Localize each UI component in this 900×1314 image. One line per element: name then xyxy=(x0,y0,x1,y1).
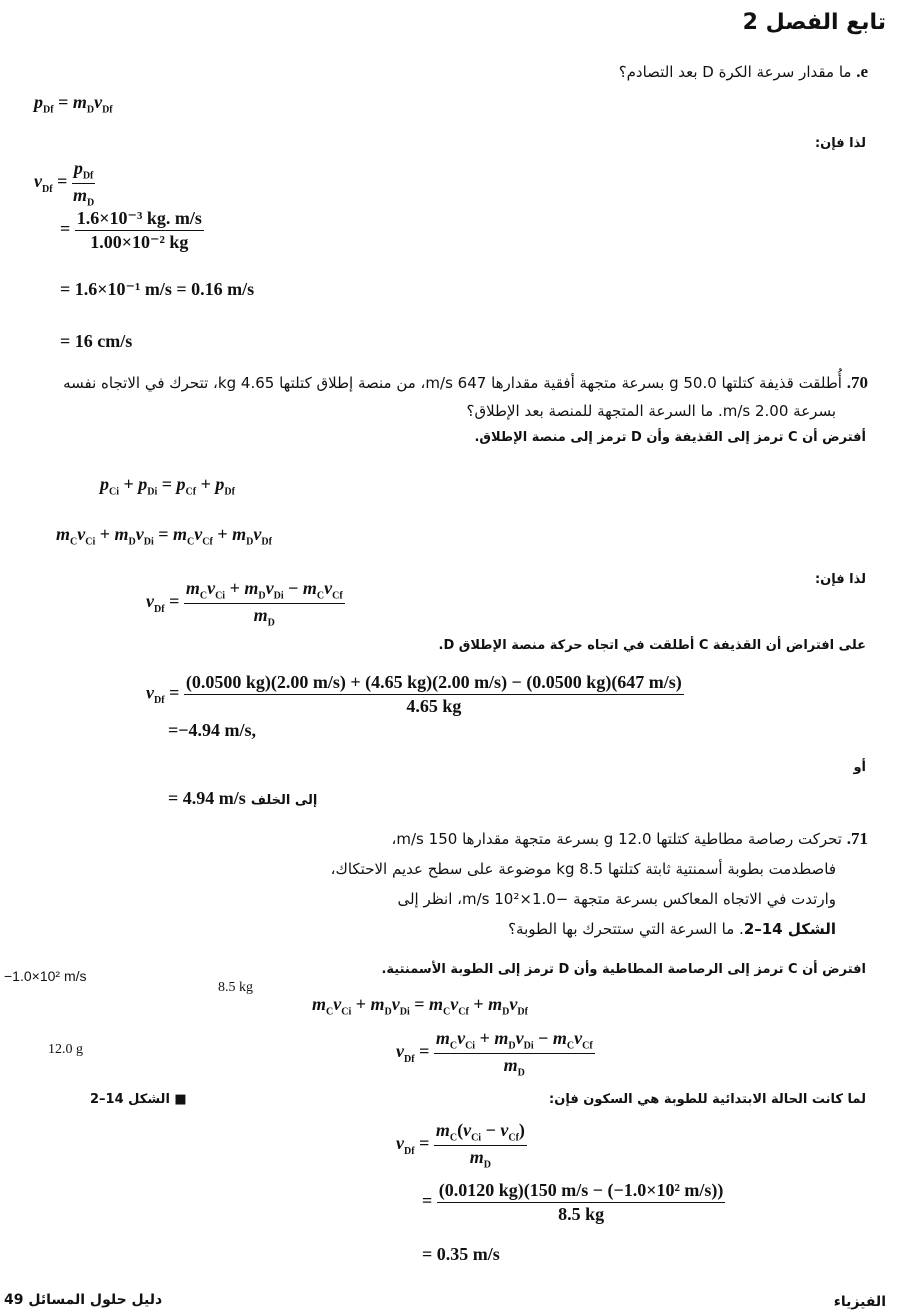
rest-label: لما كانت الحالة الابتدائية للطوبة هي السكون فإن: xyxy=(549,1092,866,1107)
problem-71-line2: فاصطدمت بطوبة أسمنتية ثابتة كتلتها 8.5 kg موضوعة على سطح عديم الاحتكاك، xyxy=(330,860,836,878)
eq-vdf-sub: = $\frac{\text{1.6×10⁻³ kg. m/s}}{\text{1.00×10⁻² kg}}$ xyxy=(60,208,202,252)
problem-71-line4 xyxy=(508,916,836,942)
figure-mass-bullet: 12.0 g xyxy=(48,1042,83,1057)
eq-p70-mv: $m_Cv_{Ci} + m_Dv_{Di} = m_Cv_{Cf} + m_Dv_{Df}$ xyxy=(56,524,272,548)
problem-71-line1 xyxy=(392,826,868,852)
backward-label: إلى الخلف xyxy=(250,793,318,808)
problem-70-text1: أُطلقت قذيفة كتلتها 50.0 g بسرعة متجهة أفقية مقدارها 647 m/s، من منصة إطلاق كتلتها 4.65 kg، تتحرك في الاتجاه نفسه xyxy=(63,374,842,392)
eq-vdf-result1: = 1.6×10⁻¹ m/s = 0.16 m/s xyxy=(60,279,255,299)
or-label: أو xyxy=(853,760,866,775)
eq-p71-mv: $m_Cv_{Ci} + m_Dv_{Di} = m_Cv_{Cf} + m_Dv_{Df}$ xyxy=(312,994,528,1018)
eq-p71-result: = 0.35 m/s xyxy=(422,1244,500,1264)
eq-p70-result1: =−4.94 m/s, xyxy=(168,720,257,740)
eq-p71-sub: = $\frac{\text{(0.0120 kg)(150 m/s − (−1.0×10² m/s))}}{8.5 kg}$ xyxy=(422,1180,724,1224)
problem-70-line2: بسرعة 2.00 m/s. ما السرعة المتجهة للمنصة بعد الإطلاق؟ xyxy=(466,402,836,420)
part-e-question xyxy=(619,62,868,82)
problem-71-assume: افترض أن C ترمز إلى الرصاصة المطاطية وأن D ترمز إلى الطوبة الأسمنتية. xyxy=(381,962,866,977)
eq-p70-momentum: $p_{Ci} + p_{Di} = p_{Cf} + p_{Df}$ xyxy=(100,474,235,498)
problem-70-line1 xyxy=(63,370,868,396)
part-e-question-text: ما مقدار سرعة الكرة D بعد التصادم؟ xyxy=(618,63,852,81)
part-e-letter: e. xyxy=(856,62,868,81)
big-denominator: 4.65 kg xyxy=(406,696,462,716)
p71-numerator: (0.0120 kg)(150 m/s − (−1.0×10² m/s)) xyxy=(437,1180,726,1203)
figure-caption: ■ الشكل 14–2 xyxy=(90,1092,187,1107)
figure-velocity: −1.0×10² m/s xyxy=(4,968,87,984)
frac1-numerator: 1.6×10⁻³ kg. m/s xyxy=(75,208,204,231)
footer-right: الفيزياء xyxy=(833,1294,886,1310)
problem-71-text4: . ما السرعة التي ستتحرك بها الطوبة؟ xyxy=(508,920,744,938)
footer-left: دليل حلول المسائل 49 xyxy=(4,1292,163,1308)
result2-value: = 4.94 m/s xyxy=(168,788,246,808)
eq-p70-vdf: $v_{Df}$ = $\frac{m_Cv_{Ci} + m_Dv_{Di} - m_Cv_{Cf}}{m_D}$ xyxy=(146,578,343,629)
problem-71-line3: وارتدت في الاتجاه المعاكس بسرعة متجهة −1.0×10² m/s، انظر إلى xyxy=(397,890,836,908)
so-label-70: لذا فإن: xyxy=(814,572,866,587)
problem-70-assume: أفترض أن C ترمز إلى القذيفة وأن D ترمز إلى منصة الإطلاق. xyxy=(474,430,866,445)
eq-p71-vdf2: $v_{Df}$ = $\frac{m_C(v_{Ci} - v_{Cf})}{m_D}$ xyxy=(396,1120,525,1171)
problem-71-number: 71. xyxy=(846,829,868,848)
p71-denominator: 8.5 kg xyxy=(558,1204,605,1224)
frac1-denominator: 1.00×10⁻² kg xyxy=(90,232,189,252)
problem-70-assume2: على افتراض أن القذيفة C أطلقت في اتجاه حركة منصة الإطلاق D. xyxy=(438,638,866,653)
page-title: تابع الفصل 2 xyxy=(742,10,886,35)
eq-vdf-result2: = 16 cm/s xyxy=(60,331,133,351)
figure-mass-brick: 8.5 kg xyxy=(218,980,253,995)
eq-p70-big: $v_{Df}$ = (0.0500 kg)(2.00 m/s) + (4.65 kg)(2.00 m/s) − (0.0500 kg)(647 m/s) 4.65 kg xyxy=(146,672,682,716)
so-label-e: لذا فإن: xyxy=(814,136,866,151)
eq-p70-result2 xyxy=(168,788,317,809)
big-numerator: (0.0500 kg)(2.00 m/s) + (4.65 kg)(2.00 m/s) − (0.0500 kg)(647 m/s) xyxy=(184,672,684,695)
eq-p71-vdf: $v_{Df}$ = $\frac{m_Cv_{Ci} + m_Dv_{Di} - m_Cv_{Cf}}{m_D}$ xyxy=(396,1028,593,1079)
figure-ref: الشكل 14–2 xyxy=(743,920,836,938)
eq-momentum-d: $p_{Df} = m_Dv_{Df}$ xyxy=(34,92,113,116)
eq-vdf-def: $v_{Df}$ = $\frac{p_{Df}}{m_D}$ xyxy=(34,158,95,209)
problem-70-number: 70. xyxy=(846,373,868,392)
problem-71-text1: تحركت رصاصة مطاطية كتلتها 12.0 g بسرعة متجهة مقدارها 150 m/s، xyxy=(391,830,842,848)
